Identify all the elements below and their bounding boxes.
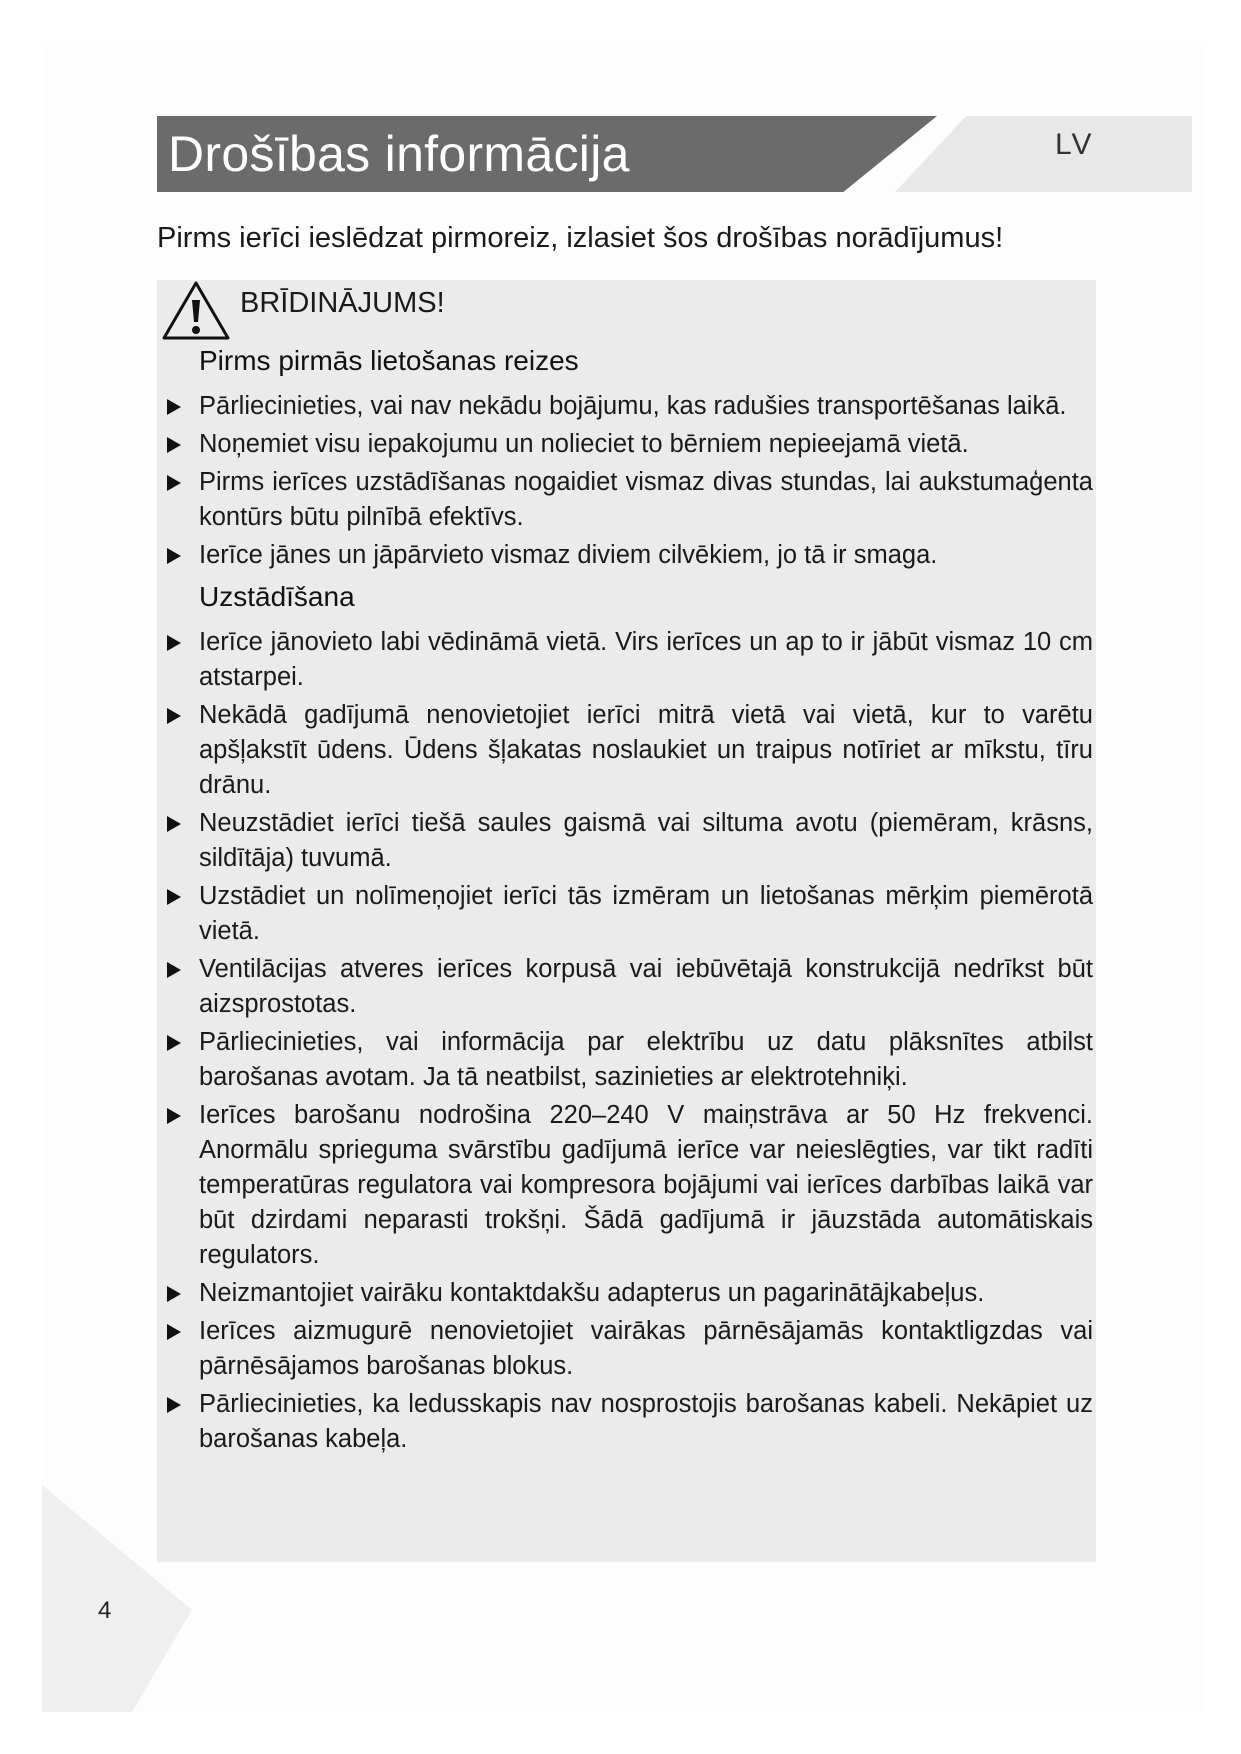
bullet-arrow-icon bbox=[167, 816, 181, 832]
bullet-list bbox=[157, 389, 1093, 573]
list-item bbox=[157, 427, 1093, 462]
bullet-arrow-icon bbox=[167, 475, 181, 491]
list-item bbox=[157, 1314, 1093, 1384]
language-code: LV bbox=[1055, 128, 1094, 161]
page-number: 4 bbox=[98, 1597, 112, 1624]
bullet-arrow-icon bbox=[167, 635, 181, 651]
list-item-text: Ventilācijas atveres ierīces korpusā vai iebūvētajā konstrukcijā nedrīkst būt aizsprostotas. bbox=[199, 955, 1093, 1018]
list-item-text: Noņemiet visu iepakojumu un nolieciet to bērniem nepieejamā vietā. bbox=[199, 430, 969, 458]
bullet-arrow-icon bbox=[167, 548, 181, 564]
section-title: Pirms pirmās lietošanas reizes bbox=[199, 345, 579, 376]
list-item-text: Uzstādiet un nolīmeņojiet ierīci tās izmēram un lietošanas mērķim piemērotā vietā. bbox=[199, 882, 1093, 945]
list-item-text: Neizmantojiet vairāku kontaktdakšu adapterus un pagarinātājkabeļus. bbox=[199, 1279, 985, 1307]
list-item-text: Pirms ierīces uzstādīšanas nogaidiet vismaz divas stundas, lai aukstumaģenta kontūrs būtu pilnībā efektīvs. bbox=[199, 468, 1093, 531]
list-item bbox=[157, 625, 1093, 695]
list-item-text: Ierīce jānovieto labi vēdināmā vietā. Virs ierīces un ap to ir jābūt vismaz 10 cm atstarpei. bbox=[199, 628, 1093, 691]
section-installation bbox=[157, 581, 1093, 1457]
list-item bbox=[157, 1276, 1093, 1311]
list-item bbox=[157, 879, 1093, 949]
bullet-arrow-icon bbox=[167, 399, 181, 415]
bullet-arrow-icon bbox=[167, 1397, 181, 1413]
list-item bbox=[157, 1025, 1093, 1095]
list-item-text: Pārliecinieties, ka ledusskapis nav nosprostojis barošanas kabeli. Nekāpiet uz barošanas kabeļa. bbox=[199, 1390, 1093, 1453]
bullet-arrow-icon bbox=[167, 889, 181, 905]
list-item bbox=[157, 1387, 1093, 1457]
bullet-arrow-icon bbox=[167, 437, 181, 453]
bullet-arrow-icon bbox=[167, 1324, 181, 1340]
bullet-arrow-icon bbox=[167, 1035, 181, 1051]
warning-content bbox=[157, 345, 1093, 1465]
list-item bbox=[157, 952, 1093, 1022]
list-item bbox=[157, 389, 1093, 424]
list-item bbox=[157, 806, 1093, 876]
page-title: Drošības informācija bbox=[168, 126, 630, 182]
list-item-text: Ierīces barošanu nodrošina 220–240 V maiņstrāva ar 50 Hz frekvenci. Anormālu sprieguma svārstību gadījumā ierīce var neieslēgties, var tikt radīti temperatūras regulatora vai kompresora bojājumi vai ierīces darbības laikā var būt dzirdami neparasti trokšņi. Šādā gadījumā ir jāuzstāda automātiskais regulators. bbox=[199, 1101, 1093, 1269]
list-item-text: Nekādā gadījumā nenovietojiet ierīci mitrā vietā vai vietā, kur to varētu apšļakstīt ūdens. Ūdens šļakatas noslaukiet un traipus notīriet ar mīkstu, tīru drānu. bbox=[199, 701, 1093, 799]
list-item bbox=[157, 698, 1093, 803]
list-item bbox=[157, 465, 1093, 535]
list-item bbox=[157, 538, 1093, 573]
bullet-arrow-icon bbox=[167, 962, 181, 978]
list-item-text: Ierīce jānes un jāpārvieto vismaz diviem cilvēkiem, jo tā ir smaga. bbox=[199, 541, 938, 569]
bullet-arrow-icon bbox=[167, 1286, 181, 1302]
bullet-arrow-icon bbox=[167, 708, 181, 724]
list-item-text: Pārliecinieties, vai informācija par elektrību uz datu plāksnītes atbilst barošanas avotam. Ja tā neatbilst, sazinieties ar elektrotehniķi. bbox=[199, 1028, 1093, 1091]
warning-triangle-icon bbox=[161, 280, 231, 342]
list-item bbox=[157, 1098, 1093, 1273]
intro-text: Pirms ierīci ieslēdzat pirmoreiz, izlasiet šos drošības norādījumus! bbox=[157, 222, 1004, 254]
warning-title: BRĪDINĀJUMS! bbox=[240, 287, 445, 319]
list-item-text: Pārliecinieties, vai nav nekādu bojājumu, kas radušies transportēšanas laikā. bbox=[199, 392, 1067, 420]
section-before-first-use bbox=[157, 345, 1093, 573]
bullet-list bbox=[157, 625, 1093, 1457]
list-item-text: Neuzstādiet ierīci tiešā saules gaismā vai siltuma avotu (piemēram, krāsns, sildītāja) tuvumā. bbox=[199, 809, 1093, 872]
list-item-text: Ierīces aizmugurē nenovietojiet vairākas pārnēsājamās kontaktligzdas vai pārnēsājamos barošanas blokus. bbox=[199, 1317, 1093, 1380]
section-title: Uzstādīšana bbox=[199, 581, 355, 612]
bullet-arrow-icon bbox=[167, 1108, 181, 1124]
